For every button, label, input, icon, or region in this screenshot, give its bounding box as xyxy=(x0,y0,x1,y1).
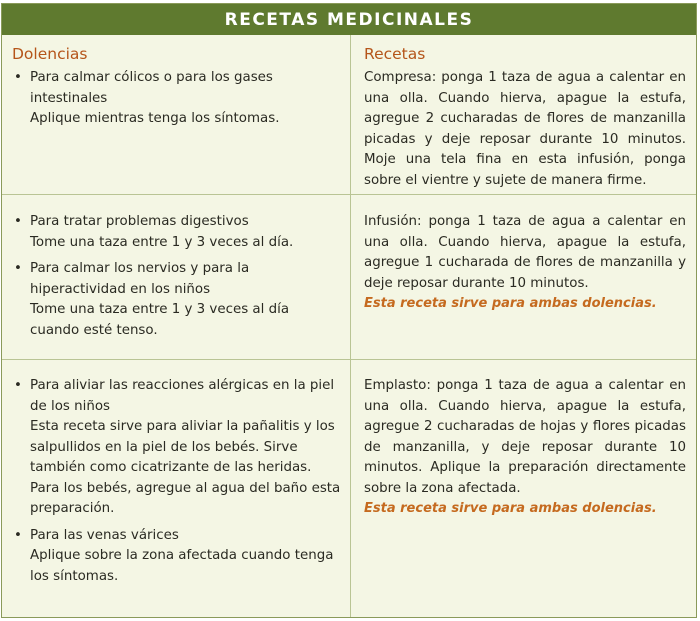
ailment-name: Para tratar problemas digestivos xyxy=(30,214,249,229)
table-grid xyxy=(2,35,696,617)
bullet-icon: • xyxy=(14,214,22,229)
bullet-icon: • xyxy=(14,378,22,393)
recipes-header: Recetas xyxy=(364,45,426,63)
ailment-instruction: Tome una taza entre 1 y 3 veces al día. xyxy=(30,234,294,250)
table-title: RECETAS MEDICINALES xyxy=(224,9,474,30)
ailment-instruction: Aplique mientras tenga los síntomas. xyxy=(30,111,280,126)
recipe-text: Infusión: ponga 1 taza de agua a calentar en una olla. Cuando hierva, apague la estufa, agregue 1 cucharada de flores de manzanilla y deje reposar durante 10 minutos. xyxy=(364,214,686,291)
ailment-item xyxy=(12,526,342,588)
ailment-instruction: Tome una taza entre 1 y 3 veces al día cuando esté tenso. xyxy=(30,302,290,338)
recipe-text: Emplasto: ponga 1 taza de agua a calentar en una olla. Cuando hierva, apague la estufa, agregue 2 cucharadas de hojas y flores picadas de manzanilla, y deje reposar durante 10 minutos. Aplique la preparación directamente sobre la zona afectada. xyxy=(364,378,686,496)
ailment-name: Para aliviar las reacciones alérgicas en la piel de los niños xyxy=(30,378,335,414)
recipe-note: Esta receta sirve para ambas dolencias. xyxy=(364,501,657,516)
bullet-icon: • xyxy=(14,70,22,85)
bullet-icon: • xyxy=(14,527,22,543)
ailment-instruction: Esta receta sirve para aliviar la pañalitis y los salpullidos en la piel de los bebés. Sirve también como cicatrizante de las heridas. xyxy=(30,419,335,475)
ailments-cell-3 xyxy=(12,376,342,587)
row-divider-2 xyxy=(2,359,696,360)
column-divider xyxy=(350,35,351,617)
ailment-instruction: Para los bebés, agregue al agua del baño esta preparación. xyxy=(30,480,341,516)
ailments-cell-2 xyxy=(12,212,342,341)
recipe-text: Compresa: ponga 1 taza de agua a calentar en una olla. Cuando hierva, apague la estufa, agregue 2 cucharadas de flores de manzanilla picadas y deje reposar durante 10 minutos. Moje una tela fina en esta infusión, ponga sobre el vientre y sujete de manera firme. xyxy=(364,70,686,188)
ailments-header: Dolencias xyxy=(12,45,88,63)
ailment-name: Para calmar cólicos o para los gases intestinales xyxy=(30,70,273,106)
remedies-table xyxy=(1,3,697,618)
ailment-name: Para las venas várices xyxy=(30,527,179,543)
ailment-item xyxy=(12,68,342,130)
recipe-cell-1 xyxy=(364,44,686,191)
ailment-item xyxy=(12,259,342,341)
recipe-cell-2 xyxy=(364,212,686,315)
title-bar xyxy=(2,4,696,35)
recipe-cell-3 xyxy=(364,376,686,520)
ailment-instruction: Aplique sobre la zona afectada cuando tenga los síntomas. xyxy=(30,548,334,584)
ailment-name: Para calmar los nervios y para la hiperactividad en los niños xyxy=(30,261,250,297)
bullet-icon: • xyxy=(14,261,22,276)
ailments-cell-1 xyxy=(12,44,342,130)
ailment-item xyxy=(12,376,342,520)
row-divider-1 xyxy=(2,194,696,195)
ailment-item xyxy=(12,212,342,253)
recipe-note: Esta receta sirve para ambas dolencias. xyxy=(364,296,657,311)
